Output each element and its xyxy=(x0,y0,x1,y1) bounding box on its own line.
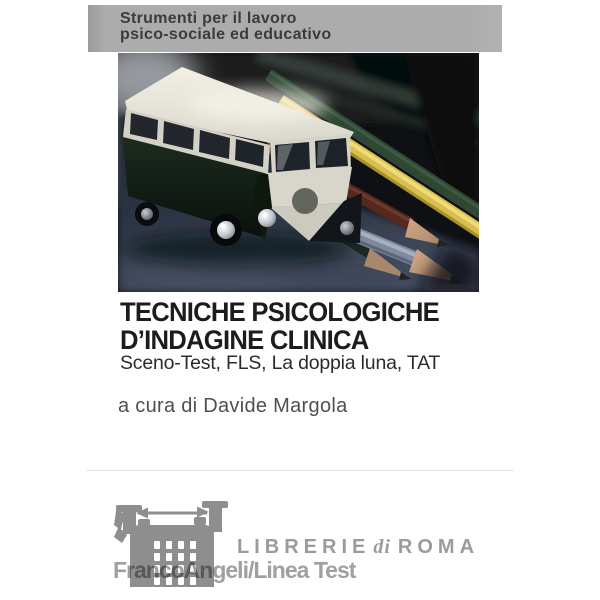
book-subtitle: Sceno-Test, FLS, La doppia luna, TAT xyxy=(120,352,441,374)
series-band xyxy=(88,5,502,52)
cover-photo-illustration xyxy=(118,53,479,292)
bookstore-word-roma: ROMA xyxy=(397,536,480,558)
cover-bottom-edge xyxy=(86,470,514,471)
title-line-1: TECNICHE PSICOLOGICHE xyxy=(120,297,439,327)
bookstore-logo xyxy=(237,536,479,559)
van-headlight-left xyxy=(258,209,276,227)
publisher-wordmark: FrancoAngeli/Linea Test xyxy=(113,557,356,583)
van-headlight-right xyxy=(340,221,354,235)
bookstore-word-di: di xyxy=(373,536,391,558)
cover-photo xyxy=(118,53,479,292)
bookstore-word-librerie: LIBRERIE xyxy=(237,536,371,558)
van-wheel-front xyxy=(210,214,242,246)
series-label xyxy=(88,5,502,42)
van-wheel-rear xyxy=(135,202,159,226)
series-line-2: psico-sociale ed educativo xyxy=(120,25,332,43)
book-title xyxy=(120,298,439,354)
series-line-1: Strumenti per il lavoro xyxy=(120,10,297,27)
book-author: a cura di Davide Margola xyxy=(118,395,348,417)
van-badge xyxy=(292,188,318,214)
title-line-2: D’INDAGINE CLINICA xyxy=(120,325,369,355)
